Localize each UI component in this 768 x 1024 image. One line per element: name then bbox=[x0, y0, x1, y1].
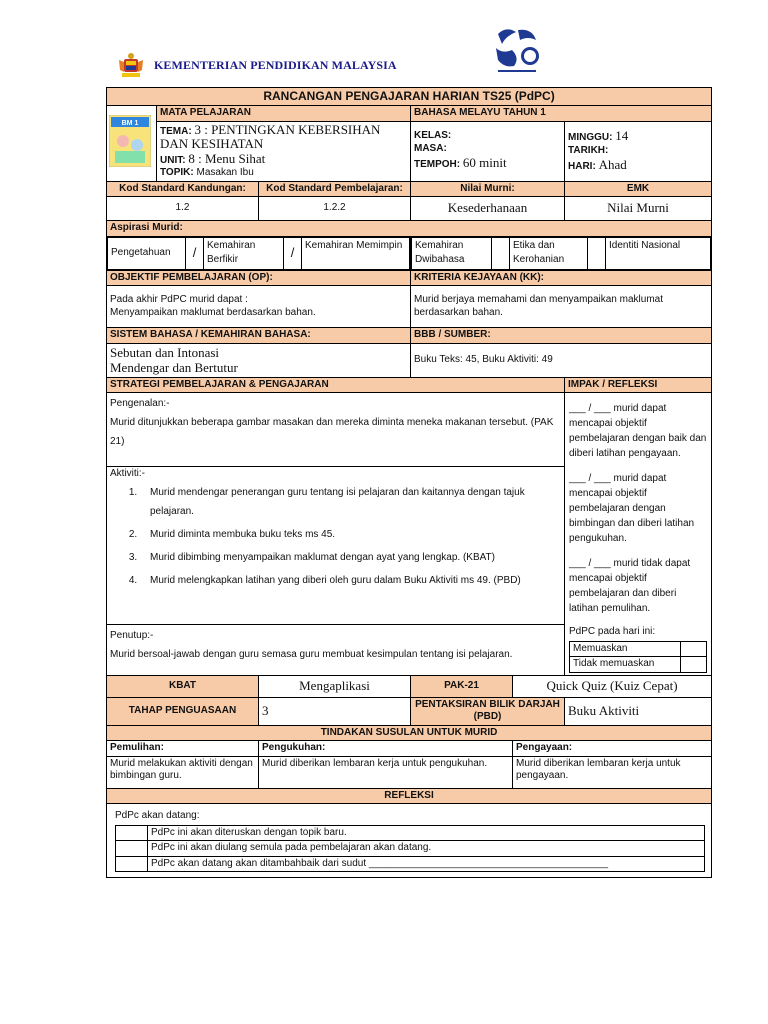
op-line2: Menyampaikan maklumat berdasarkan bahan. bbox=[110, 306, 316, 318]
op-label: OBJEKTIF PEMBELAJARAN (OP): bbox=[107, 270, 411, 286]
penutup-label: Penutup:- bbox=[110, 630, 154, 642]
pengayaan-label: Pengayaan: bbox=[513, 741, 712, 757]
pbd-value: Buku Aktiviti bbox=[565, 697, 712, 725]
kod-sk-value: 1.2 bbox=[107, 197, 259, 221]
aktiviti-item: 1. Murid mendengar penerangan guru tentang isi pelajaran dan kaitannya dengan tajuk pelajaran. bbox=[140, 483, 561, 521]
book-cover-label: BM 1 bbox=[121, 120, 139, 127]
tahap-value: 3 bbox=[259, 697, 411, 725]
aspirasi-left-table bbox=[107, 237, 410, 270]
masa-label: MASA: bbox=[414, 142, 447, 154]
bbb-value: Buku Teks: 45, Buku Aktiviti: 49 bbox=[411, 343, 712, 377]
sb-cell bbox=[107, 343, 411, 377]
minggu-value: 14 bbox=[615, 128, 629, 144]
pak21-label: PAK-21 bbox=[411, 675, 513, 697]
aktiviti-item: 4. Murid melengkapkan latihan yang diberi oleh guru dalam Buku Aktiviti ms 49. (PBD) bbox=[140, 571, 561, 590]
tidak-memuaskan-checkbox[interactable] bbox=[681, 657, 707, 673]
lesson-plan-table bbox=[106, 87, 712, 878]
aspirasi-right-cell bbox=[411, 236, 712, 270]
aspirasi-mark-kemahiran-dwibahasa bbox=[492, 237, 510, 269]
aspirasi-item-pengetahuan: Pengetahuan bbox=[108, 237, 186, 269]
aspirasi-item-kemahiran-memimpin: Kemahiran Memimpin bbox=[302, 237, 410, 269]
refleksi-options-table bbox=[115, 825, 705, 873]
sb-label: SISTEM BAHASA / KEMAHIRAN BAHASA: bbox=[107, 328, 411, 344]
impak-label: IMPAK / REFLEKSI bbox=[565, 377, 712, 393]
nilai-label: Nilai Murni: bbox=[411, 181, 565, 197]
malaysia-crest-icon bbox=[116, 50, 146, 80]
pengayaan-text: Murid diberikan lembaran kerja untuk pengayaan. bbox=[513, 756, 712, 788]
document-header bbox=[0, 0, 768, 88]
aspirasi-item-identiti-nasional: Identiti Nasional bbox=[606, 237, 711, 269]
tindakan-label: TINDAKAN SUSULAN UNTUK MURID bbox=[107, 725, 712, 741]
mata-pelajaran-label: MATA PELAJARAN bbox=[157, 106, 411, 122]
op-line1: Pada akhir PdPC murid dapat : bbox=[110, 294, 248, 305]
impak-3: ___ / ___ murid tidak dapat mencapai objektif pembelajaran dan diberi latihan pemulihan. bbox=[569, 558, 691, 615]
topik-value: Masakan Ibu bbox=[196, 167, 254, 179]
kk-value: Murid berjaya memahami dan menyampaikan maklumat berdasarkan bahan. bbox=[411, 286, 712, 328]
kelas-label: KELAS: bbox=[414, 130, 452, 142]
aspirasi-left-cell bbox=[107, 236, 411, 270]
class-time-cell bbox=[411, 121, 565, 181]
book-cover-cell bbox=[107, 106, 157, 182]
impak-cell bbox=[565, 393, 712, 676]
tempoh-label: TEMPOH: bbox=[414, 159, 461, 171]
kod-sp-value: 1.2.2 bbox=[259, 197, 411, 221]
unit-label: UNIT: bbox=[160, 155, 186, 167]
pengenalan-label: Pengenalan:- bbox=[110, 398, 170, 410]
penutup-text: Murid bersoal-jawab dengan guru semasa guru membuat kesimpulan tentang isi pelajaran. bbox=[110, 649, 513, 661]
aspirasi-item-kemahiran-dwibahasa: Kemahiran Dwibahasa bbox=[412, 237, 492, 269]
sb-line2: Mendengar dan Bertutur bbox=[110, 360, 238, 376]
kk-label: KRITERIA KEJAYAAN (KK): bbox=[411, 270, 712, 286]
hari-label: HARI: bbox=[568, 161, 596, 173]
impak-2: ___ / ___ murid dapat mencapai objektif pembelajaran dengan bimbingan dan diberi latihan pengukuhan. bbox=[569, 473, 695, 545]
aspirasi-mark-pengetahuan: / bbox=[186, 237, 204, 269]
aktiviti-label: Aktiviti:- bbox=[110, 467, 145, 479]
aspirasi-item-etika-kerohanian: Etika dan Kerohanian bbox=[510, 237, 588, 269]
op-cell bbox=[107, 286, 411, 328]
tidak-memuaskan-label: Tidak memuaskan bbox=[570, 657, 681, 673]
kbat-value: Mengaplikasi bbox=[259, 675, 411, 697]
theme-unit-topic-cell bbox=[157, 121, 411, 181]
sb-line1: Sebutan dan Intonasi bbox=[110, 344, 220, 360]
bbb-label: BBB / SUMBER: bbox=[411, 328, 712, 344]
refleksi-checkbox[interactable] bbox=[116, 841, 148, 857]
pengenalan-cell bbox=[107, 393, 565, 467]
aspirasi-label: Aspirasi Murid: bbox=[107, 221, 712, 237]
pdpc-datang-label: PdPc akan datang: bbox=[115, 810, 200, 822]
refleksi-option: PdPc ini akan diteruskan dengan topik baru. bbox=[148, 825, 705, 841]
aspirasi-item-kemahiran-berfikir: Kemahiran Berfikir bbox=[204, 237, 284, 269]
memuaskan-label: Memuaskan bbox=[570, 641, 681, 657]
pemulihan-text: Murid melakukan aktiviti dengan bimbingan guru. bbox=[107, 756, 259, 788]
emk-label: EMK bbox=[565, 181, 712, 197]
mata-pelajaran-value: BAHASA MELAYU TAHUN 1 bbox=[411, 106, 712, 122]
tema-label: TEMA: bbox=[160, 125, 192, 137]
kod-sp-label: Kod Standard Pembelajaran: bbox=[259, 181, 411, 197]
book-cover-icon bbox=[109, 115, 151, 167]
unit-value: 8 : Menu Sihat bbox=[188, 151, 266, 167]
refleksi-label: REFLEKSI bbox=[107, 788, 712, 804]
tempoh-value: 60 minit bbox=[462, 155, 507, 171]
aspirasi-right-table bbox=[411, 237, 711, 270]
tarikh-label: TARIKH: bbox=[568, 144, 609, 156]
aktiviti-list bbox=[110, 483, 561, 590]
refleksi-option: PdPc ini akan diulang semula pada pembelajaran akan datang. bbox=[148, 841, 705, 857]
pemulihan-label: Pemulihan: bbox=[107, 741, 259, 757]
pdpc-hari-ini-label: PdPC pada hari ini: bbox=[569, 626, 656, 638]
strategi-label: STRATEGI PEMBELAJARAN & PENGAJARAN bbox=[107, 377, 565, 393]
topik-label: TOPIK: bbox=[160, 167, 194, 179]
ministry-name: KEMENTERIAN PENDIDIKAN MALAYSIA bbox=[154, 58, 397, 72]
memuaskan-checkbox[interactable] bbox=[681, 641, 707, 657]
ts25-logo-icon bbox=[492, 24, 542, 76]
pengenalan-text: Murid ditunjukkan beberapa gambar masakan dan mereka diminta meneka makanan tersebut. (PAK 21) bbox=[110, 417, 554, 448]
pak21-value: Quick Quiz (Kuiz Cepat) bbox=[513, 675, 712, 697]
pengukuhan-text: Murid diberikan lembaran kerja untuk pengukuhan. bbox=[259, 756, 513, 788]
aktiviti-cell bbox=[107, 466, 565, 625]
week-date-cell bbox=[565, 121, 712, 181]
kod-sk-label: Kod Standard Kandungan: bbox=[107, 181, 259, 197]
hari-value: Ahad bbox=[598, 157, 627, 173]
refleksi-checkbox[interactable] bbox=[116, 856, 148, 872]
aktiviti-item: 2. Murid diminta membuka buku teks ms 45. bbox=[140, 525, 561, 544]
aspirasi-mark-kemahiran-berfikir: / bbox=[284, 237, 302, 269]
emk-value: Nilai Murni bbox=[565, 197, 712, 221]
pengukuhan-label: Pengukuhan: bbox=[259, 741, 513, 757]
refleksi-checkbox[interactable] bbox=[116, 825, 148, 841]
nilai-value: Kesederhanaan bbox=[411, 197, 565, 221]
tahap-label: TAHAP PENGUASAAN bbox=[107, 697, 259, 725]
aspirasi-mark-etika-kerohanian bbox=[588, 237, 606, 269]
penutup-cell bbox=[107, 625, 565, 675]
pdpc-rating-table bbox=[569, 641, 707, 673]
refleksi-cell bbox=[107, 804, 712, 878]
doc-title: RANCANGAN PENGAJARAN HARIAN TS25 (PdPC) bbox=[107, 88, 712, 106]
pbd-label: PENTAKSIRAN BILIK DARJAH (PBD) bbox=[411, 697, 565, 725]
tema-value: 3 : PENTINGKAN KEBERSIHAN DAN KESIHATAN bbox=[160, 121, 381, 152]
impak-1: ___ / ___ murid dapat mencapai objektif pembelajaran dengan baik dan diberi latihan pengayaan. bbox=[569, 403, 707, 460]
aktiviti-item: 3. Murid dibimbing menyampaikan maklumat dengan ayat yang lengkap. (KBAT) bbox=[140, 548, 561, 567]
minggu-label: MINGGU: bbox=[568, 132, 613, 144]
kbat-label: KBAT bbox=[107, 675, 259, 697]
refleksi-option: PdPc akan datang akan ditambahbaik dari sudut ___________________________________________ bbox=[148, 856, 705, 872]
